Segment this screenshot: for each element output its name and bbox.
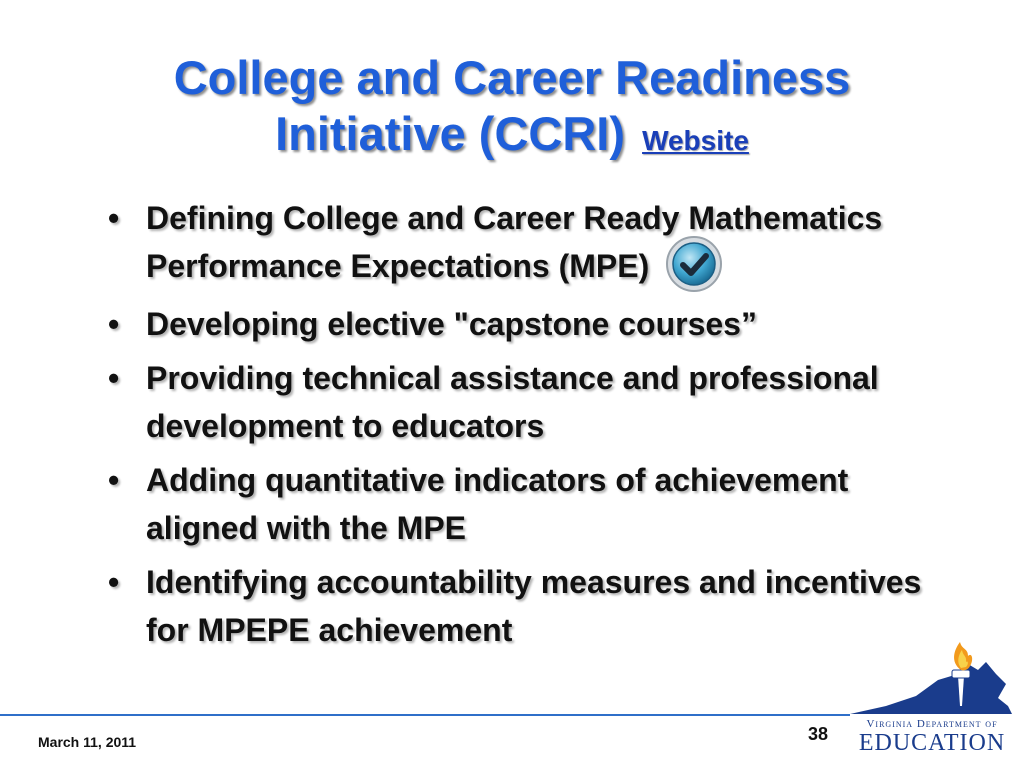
bullet-dot: •: [108, 200, 120, 236]
page-number: 38: [808, 724, 829, 744]
virginia-torch-icon: [846, 640, 1016, 720]
bullet-item: [104, 300, 924, 348]
bullet-text: Identifying accountability measures and incentives for MPEPE achievement: [146, 563, 922, 648]
bullet-text: Providing technical assistance and professional development to educators: [146, 359, 879, 444]
bullet-text: Defining College and Career Ready Mathematics Performance Expectations (MPE): [146, 200, 883, 284]
vdoe-logo: [846, 640, 1016, 762]
bullet-item: [104, 354, 924, 450]
bullet-text: Developing elective "capstone courses”: [146, 305, 757, 342]
title-line-1: College and Career Readiness: [173, 51, 851, 104]
bullet-item: [104, 194, 924, 294]
slide-title: [0, 50, 1024, 169]
title-line-2: [0, 106, 1024, 169]
bullet-dot: •: [108, 461, 120, 498]
footer-date: March 11, 2011: [38, 734, 137, 750]
bullet-item: [104, 558, 924, 654]
bullet-dot: •: [108, 359, 120, 396]
bullet-dot: •: [108, 563, 120, 600]
website-link[interactable]: Website: [642, 125, 749, 156]
bullet-list: [104, 194, 924, 660]
title-line-2-text: Initiative (CCRI): [275, 107, 625, 160]
logo-department-text: Virginia Department of: [866, 718, 998, 730]
checkmark-circle-icon: [664, 234, 724, 294]
bullet-text: Adding quantitative indicators of achievement aligned with the MPE: [146, 461, 849, 546]
logo-education-text: EDUCATION: [858, 730, 1006, 756]
bullet-item: [104, 456, 924, 552]
bullet-dot: •: [108, 305, 120, 342]
footer-divider: [0, 714, 850, 716]
